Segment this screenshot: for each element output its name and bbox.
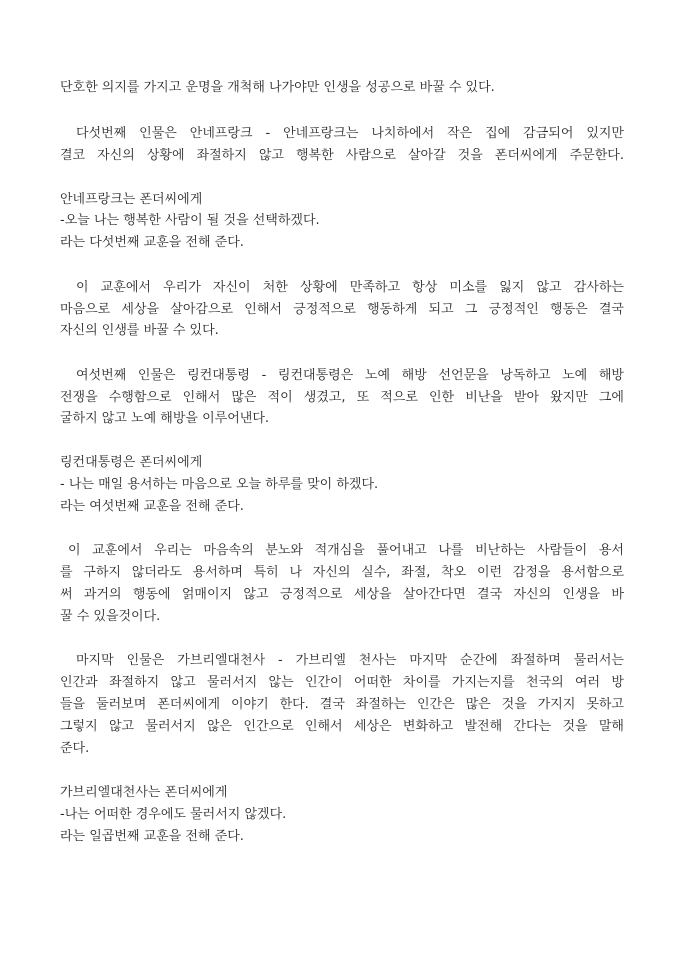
text-line: 안네프랑크는 폰더씨에게 (60, 192, 203, 207)
text-line: 마지막 인물은 가브리엘대천사 - 가브리엘 천사는 마지막 순간에 좌절하며 물러서는 (76, 653, 624, 668)
text-line: 인간과 좌절하지 않고 물러서지 않는 인간이 어떠한 차이를 가지는지를 천국의 여러 방 (60, 675, 624, 690)
text-line: 굴하지 않고 노예 해방을 이루어낸다. (60, 411, 270, 426)
text-line: 꿀 수 있을것이다. (60, 609, 161, 624)
text-line: - 나는 매일 용서하는 마음으로 오늘 하루를 맞이 하겠다. (60, 477, 379, 492)
text-line: 써 과거의 행동에 얽매이지 않고 긍정적으로 세상을 살아간다면 결국 자신의 인생을 바 (60, 587, 624, 602)
text-line: 다섯번째 인물은 안네프랑크 - 안네프랑크는 나치하에서 작은 집에 감금되어 있지만 (76, 126, 624, 141)
text-line: 결코 자신의 상황에 좌절하지 않고 행복한 사람으로 살아갈 것을 폰더씨에게 주문한다. (60, 148, 624, 163)
text-line: 준다. (60, 741, 90, 756)
text-line: 라는 일곱번째 교훈을 전해 준다. (60, 829, 244, 844)
text-line: 링컨대통령은 폰더씨에게 (60, 455, 203, 470)
text-line: 단호한 의지를 가지고 운명을 개척해 나가야만 인생을 성공으로 바꿀 수 있다. (60, 80, 495, 95)
text-line: 를 구하지 않더라도 용서하며 특히 나 자신의 실수, 좌절, 착오 이런 감정을 용서함으로 (60, 565, 624, 580)
text-line: 가브리엘대천사는 폰더씨에게 (60, 785, 228, 800)
text-line: -나는 어떠한 경우에도 물러서지 않겠다. (60, 807, 287, 822)
text-line: 이 교훈에서 우리는 마음속의 분노와 적개심을 풀어내고 나를 비난하는 사람들이 용서 (68, 543, 624, 558)
text-line: 마음으로 세상을 살아감으로 인해서 긍정적으로 행동하게 되고 그 긍정적인 행동은 결국 (60, 302, 624, 317)
text-line: 라는 다섯번째 교훈을 전해 준다. (60, 235, 244, 250)
text-line: 들을 둘러보며 폰더씨에게 이야기 한다. 결국 좌절하는 인간은 많은 것을 가지지 못하고 (60, 697, 624, 712)
text-line: 여섯번째 인물은 링컨대통령 - 링컨대통령은 노예 해방 선언문을 낭독하고 노예 해방 (76, 368, 624, 383)
text-line: 그렇지 않고 물러서지 않은 인간으로 인해서 세상은 변화하고 발전해 간다는 것을 말해 (60, 719, 624, 734)
text-line: 라는 여섯번째 교훈을 전해 준다. (60, 499, 244, 514)
text-line: -오늘 나는 행복한 사람이 될 것을 선택하겠다. (60, 213, 320, 228)
text-line: 자신의 인생를 바꿀 수 있다. (60, 323, 219, 338)
text-line: 이 교훈에서 우리가 자신이 처한 상황에 만족하고 항상 미소를 잃지 않고 감사하는 (76, 280, 624, 295)
text-line: 전쟁을 수행함으로 인해서 많은 적이 생겼고, 또 적으로 인한 비난을 받아 왔지만 그에 (60, 390, 624, 405)
